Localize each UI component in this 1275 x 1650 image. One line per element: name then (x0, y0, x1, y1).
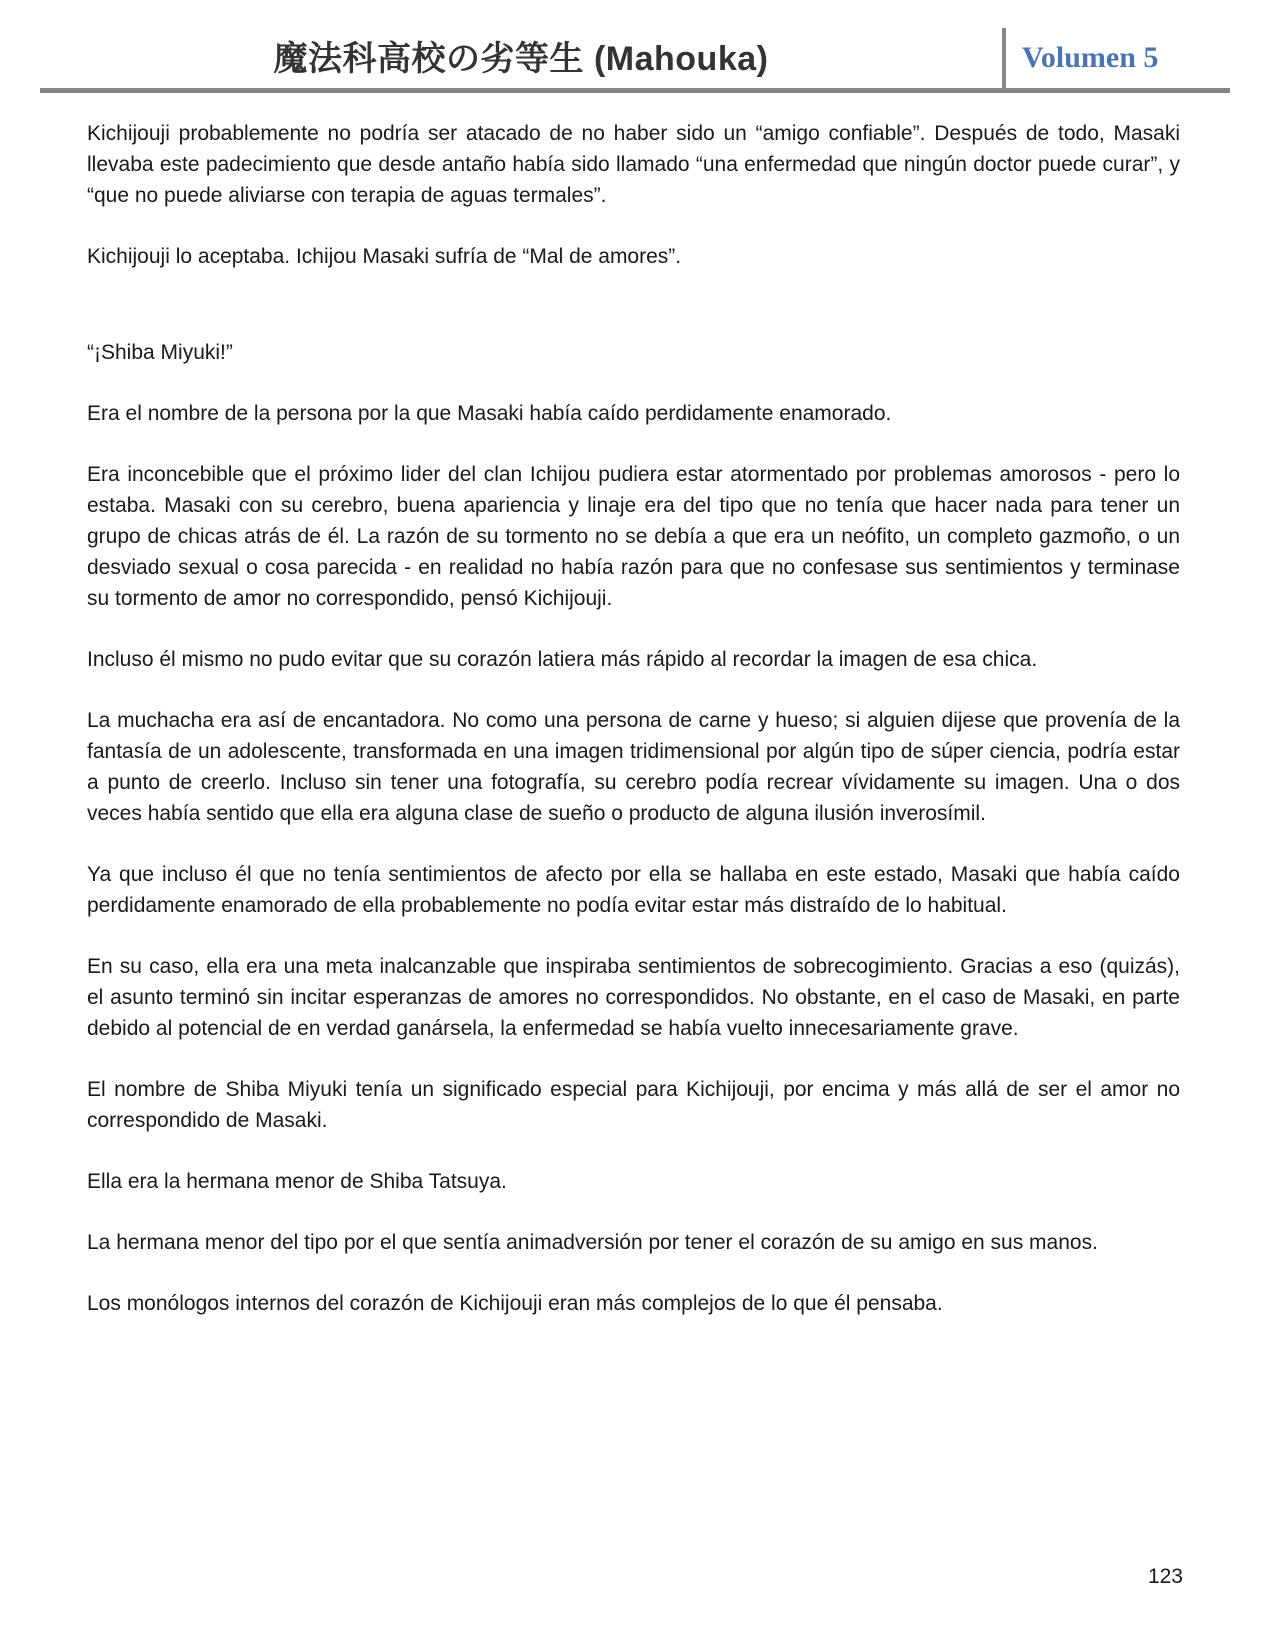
volume-label: Volumen 5 (1022, 41, 1159, 74)
paragraph: Era inconcebible que el próximo lider del clan Ichijou pudiera estar atormentado por problemas amorosos - pero lo estaba. Masaki con su cerebro, buena apariencia y linaje era del tipo que no tenía que hacer nada para tener un grupo de chicas atrás de él. La razón de su tormento no se debía a que era un neófito, un completo gazmoño, o un desviado sexual o cosa parecida - en realidad no había razón para que no confesase sus sentimientos y terminase su tormento de amor no correspondido, pensó Kichijouji. (87, 463, 1180, 610)
paragraph: El nombre de Shiba Miyuki tenía un significado especial para Kichijouji, por encima y más allá de ser el amor no correspondido de Masaki. (87, 1078, 1180, 1132)
header-title-cell (40, 0, 1002, 88)
paragraph: En su caso, ella era una meta inalcanzable que inspiraba sentimientos de sobrecogimiento. Gracias a eso (quizás), el asunto terminó sin incitar esperanzas de amores no correspondidos. No obstante, en el caso de Masaki, en parte debido al potencial de en verdad ganársela, la enfermedad se había vuelto innecesariamente grave. (87, 955, 1180, 1040)
paragraph: Los monólogos internos del corazón de Kichijouji eran más complejos de lo que él pensaba. (87, 1292, 943, 1315)
paragraph: “¡Shiba Miyuki!” (87, 341, 233, 364)
paragraph: La muchacha era así de encantadora. No como una persona de carne y hueso; si alguien dijese que provenía de la fantasía de un adolescente, transformada en una imagen tridimensional por algún tipo de súper ciencia, podría estar a punto de creerlo. Incluso sin tener una fotografía, su cerebro podía recrear vívidamente su imagen. Una o dos veces había sentido que ella era alguna clase de sueño o producto de alguna ilusión inverosímil. (87, 709, 1180, 825)
document-title: 魔法科高校の劣等生 (Mahouka) (273, 40, 769, 78)
page-header (40, 0, 1230, 93)
page-number: 123 (1147, 1565, 1183, 1588)
header-volume-cell (1002, 28, 1230, 88)
paragraph: Kichijouji lo aceptaba. Ichijou Masaki sufría de “Mal de amores”. (87, 245, 682, 268)
paragraph: Ya que incluso él que no tenía sentimientos de afecto por ella se hallaba en este estado, Masaki que había caído perdidamente enamorado de ella probablemente no podía evitar estar más distraído de lo habitual. (87, 863, 1180, 917)
paragraph (87, 302, 1180, 333)
body-paragraphs (87, 118, 1180, 1349)
paragraph: Ella era la hermana menor de Shiba Tatsuya. (87, 1170, 507, 1193)
paragraph: Kichijouji probablemente no podría ser atacado de no haber sido un “amigo confiable”. Después de todo, Masaki llevaba este padecimiento que desde antaño había sido llamado “una enfermedad que ningún doctor puede curar”, y “que no puede aliviarse con terapia de aguas termales”. (87, 122, 1180, 207)
paragraph: Incluso él mismo no pudo evitar que su corazón latiera más rápido al recordar la imagen de esa chica. (87, 648, 1038, 671)
paragraph: Era el nombre de la persona por la que Masaki había caído perdidamente enamorado. (87, 402, 892, 425)
paragraph: La hermana menor del tipo por el que sentía animadversión por tener el corazón de su amigo en sus manos. (87, 1231, 1098, 1254)
